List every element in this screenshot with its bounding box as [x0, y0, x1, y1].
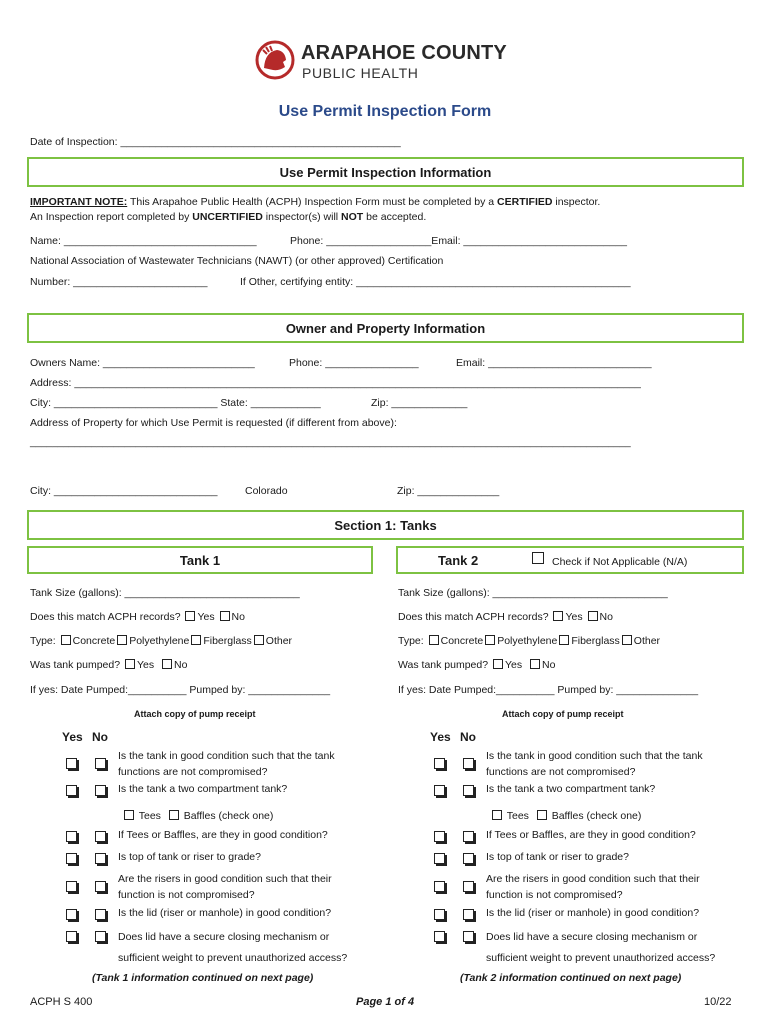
tank-2-title: Tank 2	[438, 553, 479, 568]
inspector-phone-email-field[interactable]: Phone: __________________Email: ____________________________	[290, 235, 627, 247]
revision-date: 10/22	[704, 996, 732, 1008]
polyethylene-label: Polyethylene	[129, 635, 190, 647]
attach-receipt-note: Attach copy of pump receipt	[502, 709, 624, 719]
two-compartment-question	[486, 781, 655, 797]
question-text: Is the tank in good condition such that the tank	[486, 750, 703, 762]
note-text: inspector(s) will	[262, 211, 342, 223]
tank-condition-yes-checkbox[interactable]	[66, 758, 77, 769]
tank-condition-question	[486, 748, 703, 780]
question-text: If Tees or Baffles, are they in good condition?	[118, 829, 328, 841]
lid-secure-yes-checkbox[interactable]	[66, 931, 77, 942]
not-applicable-checkbox[interactable]	[532, 552, 544, 564]
polyethylene-checkbox[interactable]	[117, 635, 127, 645]
question-text: functions are not compromised?	[118, 766, 268, 778]
continued-note: (Tank 1 information continued on next page)	[92, 972, 314, 984]
certification-number-field[interactable]: Number: _______________________	[30, 276, 208, 288]
pumped-yes-checkbox[interactable]	[493, 659, 503, 669]
lid-condition-yes-checkbox[interactable]	[434, 909, 445, 920]
riser-to-grade-no-checkbox[interactable]	[95, 853, 106, 864]
baffles-label: Baffles (check one)	[183, 810, 274, 822]
note-emphasis: UNCERTIFIED	[192, 211, 263, 223]
owner-address-field[interactable]: Address: _________________________________________________________________________________________________	[30, 377, 641, 389]
question-text: Is the tank in good condition such that the tank	[118, 750, 335, 762]
yes-label: Yes	[565, 611, 583, 623]
note-label: IMPORTANT NOTE:	[30, 196, 128, 208]
fiberglass-checkbox[interactable]	[191, 635, 201, 645]
pumped-yes-checkbox[interactable]	[125, 659, 135, 669]
baffles-checkbox[interactable]	[169, 810, 179, 820]
question-text: sufficient weight to prevent unauthorized access?	[486, 952, 716, 964]
riser-to-grade-no-checkbox[interactable]	[463, 853, 474, 864]
tank-1-header	[27, 546, 373, 574]
two-compartment-no-checkbox[interactable]	[463, 785, 474, 796]
owner-email-field[interactable]: Email: ____________________________	[456, 357, 652, 369]
risers-condition-no-checkbox[interactable]	[95, 881, 106, 892]
tees-checkbox[interactable]	[492, 810, 502, 820]
no-label: No	[231, 611, 245, 623]
tees-baffles-condition-question	[486, 827, 696, 843]
other-checkbox[interactable]	[254, 635, 264, 645]
tank-1-title: Tank 1	[179, 553, 221, 568]
other-label: Other	[633, 635, 661, 647]
yes-label: Yes	[137, 659, 155, 671]
question-text: Is the tank a two compartment tank?	[118, 783, 288, 795]
risers-condition-no-checkbox[interactable]	[463, 881, 474, 892]
question-text: Is the lid (riser or manhole) in good condition?	[118, 907, 332, 919]
two-compartment-yes-checkbox[interactable]	[66, 785, 77, 796]
question-text: If Tees or Baffles, are they in good condition?	[486, 829, 696, 841]
no-column-header: No	[92, 730, 108, 744]
pump-date-field[interactable]: If yes: Date Pumped:__________ Pumped by: ______________	[30, 684, 331, 696]
riser-to-grade-question	[486, 849, 629, 865]
question-text: Does lid have a secure closing mechanism or	[118, 931, 330, 943]
pumped-label: Was tank pumped?	[398, 659, 489, 671]
question-text: Are the risers in good condition such that their	[118, 873, 332, 885]
attach-receipt-note: Attach copy of pump receipt	[134, 709, 256, 719]
question-text: functions are not compromised?	[486, 766, 636, 778]
note-text: An Inspection report completed by	[30, 211, 193, 223]
question-text: function is not compromised?	[486, 889, 623, 901]
inspector-name-field[interactable]: Name: _________________________________	[30, 235, 257, 247]
note-text: be accepted.	[363, 211, 427, 223]
question-text: Is the lid (riser or manhole) in good condition?	[486, 907, 700, 919]
property-address-label: Address of Property for which Use Permit is requested (if different from above):	[30, 417, 397, 429]
lid-secure-question	[486, 927, 715, 969]
two-compartment-no-checkbox[interactable]	[95, 785, 106, 796]
lid-condition-no-checkbox[interactable]	[95, 909, 106, 920]
question-text: Is the tank a two compartment tank?	[486, 783, 656, 795]
logo-title: ARAPAHOE COUNTY	[301, 42, 507, 64]
match-no-checkbox[interactable]	[588, 611, 598, 621]
tees-baffles-condition-no-checkbox[interactable]	[463, 831, 474, 842]
yes-label: Yes	[505, 659, 523, 671]
records-match-label: Does this match ACPH records?	[30, 611, 181, 623]
tank-type-row	[30, 635, 292, 647]
owner-phone-field[interactable]: Phone: ________________	[289, 357, 419, 369]
owners-name-field[interactable]: Owners Name: __________________________	[30, 357, 255, 369]
page-title: Use Permit Inspection Form	[278, 103, 492, 120]
property-city-field[interactable]: City: ____________________________	[30, 485, 218, 497]
type-label: Type:	[398, 635, 424, 647]
match-no-checkbox[interactable]	[220, 611, 230, 621]
lid-secure-no-checkbox[interactable]	[95, 931, 106, 942]
no-label: No	[173, 659, 188, 671]
property-address-field[interactable]: ____________________________________________________________________________________________________________	[30, 437, 631, 448]
riser-to-grade-yes-checkbox[interactable]	[66, 853, 77, 864]
fiberglass-label: Fiberglass	[571, 635, 620, 647]
lid-condition-yes-checkbox[interactable]	[66, 909, 77, 920]
lid-condition-question	[118, 905, 331, 921]
records-match-label: Does this match ACPH records?	[398, 611, 549, 623]
section-heading: Section 1: Tanks	[334, 517, 437, 533]
tank-condition-yes-checkbox[interactable]	[434, 758, 445, 769]
baffles-label: Baffles (check one)	[551, 810, 642, 822]
pumped-no-checkbox[interactable]	[530, 659, 540, 669]
section-header-tanks	[27, 510, 744, 540]
pumped-no-checkbox[interactable]	[162, 659, 172, 669]
tees-baffles-condition-question	[118, 827, 328, 843]
owner-zip-field[interactable]: Zip: _____________	[371, 397, 468, 409]
tees-checkbox[interactable]	[124, 810, 134, 820]
tank-2-header	[396, 546, 744, 574]
baffles-checkbox[interactable]	[537, 810, 547, 820]
continued-note: (Tank 2 information continued on next page)	[460, 972, 682, 984]
concrete-label: Concrete	[440, 635, 484, 647]
two-compartment-yes-checkbox[interactable]	[434, 785, 445, 796]
pump-date-field[interactable]: If yes: Date Pumped:__________ Pumped by: ______________	[398, 684, 699, 696]
tank-size-field[interactable]: Tank Size (gallons): ______________________________	[30, 587, 300, 599]
polyethylene-checkbox[interactable]	[485, 635, 495, 645]
match-yes-checkbox[interactable]	[185, 611, 195, 621]
lid-condition-question	[486, 905, 699, 921]
risers-condition-yes-checkbox[interactable]	[434, 881, 445, 892]
yes-column-header: Yes	[430, 730, 451, 744]
property-zip-field[interactable]: Zip: ______________	[397, 485, 500, 497]
not-applicable-label: Check if Not Applicable (N/A)	[552, 556, 688, 568]
risers-condition-question	[118, 871, 332, 903]
certifying-entity-field[interactable]: If Other, certifying entity: _______________________________________________	[240, 276, 631, 288]
seal-icon	[255, 40, 295, 80]
tank-type-row	[398, 635, 660, 647]
question-text: Is top of tank or riser to grade?	[118, 851, 261, 863]
lid-condition-no-checkbox[interactable]	[463, 909, 474, 920]
lid-secure-yes-checkbox[interactable]	[434, 931, 445, 942]
question-text: Does lid have a secure closing mechanism or	[486, 931, 698, 943]
lid-secure-question	[118, 927, 347, 969]
tees-baffles-condition-yes-checkbox[interactable]	[66, 831, 77, 842]
polyethylene-label: Polyethylene	[497, 635, 558, 647]
tank-condition-no-checkbox[interactable]	[95, 758, 106, 769]
logo	[255, 38, 515, 84]
date-of-inspection-field[interactable]: Date of Inspection: ________________________________________________	[30, 136, 401, 148]
page-number: Page 1 of 4	[356, 996, 415, 1008]
two-compartment-question	[118, 781, 287, 797]
form-id: ACPH S 400	[30, 996, 93, 1008]
no-column-header: No	[460, 730, 476, 744]
tank-condition-question	[118, 748, 335, 780]
note-text: This Arapahoe Public Health (ACPH) Inspection Form must be completed by a	[127, 196, 498, 208]
section-heading: Owner and Property Information	[285, 320, 486, 336]
tees-baffles-condition-yes-checkbox[interactable]	[434, 831, 445, 842]
riser-to-grade-question	[118, 849, 261, 865]
section-header-inspection-info	[27, 157, 744, 187]
no-label: No	[541, 659, 556, 671]
yes-column-header: Yes	[62, 730, 83, 744]
section-heading: Use Permit Inspection Information	[279, 164, 492, 180]
tees-label: Tees	[138, 810, 161, 822]
tees-label: Tees	[506, 810, 529, 822]
state-colorado: Colorado	[245, 485, 288, 497]
other-label: Other	[265, 635, 293, 647]
question-text: function is not compromised?	[118, 889, 255, 901]
risers-condition-question	[486, 871, 700, 903]
pumped-row	[30, 659, 187, 671]
question-text: sufficient weight to prevent unauthorized access?	[118, 952, 348, 964]
tank-size-field[interactable]: Tank Size (gallons): ______________________________	[398, 587, 668, 599]
yes-label: Yes	[197, 611, 215, 623]
concrete-checkbox[interactable]	[61, 635, 71, 645]
pumped-label: Was tank pumped?	[30, 659, 121, 671]
tees-baffles-condition-no-checkbox[interactable]	[95, 831, 106, 842]
no-label: No	[599, 611, 613, 623]
note-emphasis: CERTIFIED	[497, 196, 553, 208]
section-header-owner-info	[27, 313, 744, 343]
records-match-row	[30, 611, 245, 623]
tees-baffles-row	[490, 810, 641, 822]
fiberglass-checkbox[interactable]	[559, 635, 569, 645]
nawt-label: National Association of Wastewater Technicians (NAWT) (or other approved) Certification	[30, 255, 444, 267]
lid-secure-no-checkbox[interactable]	[463, 931, 474, 942]
fiberglass-label: Fiberglass	[203, 635, 252, 647]
concrete-label: Concrete	[72, 635, 116, 647]
logo-subtitle: PUBLIC HEALTH	[302, 65, 419, 81]
records-match-row	[398, 611, 613, 623]
tees-baffles-row	[122, 810, 273, 822]
riser-to-grade-yes-checkbox[interactable]	[434, 853, 445, 864]
owner-city-state-field[interactable]: City: ____________________________ State: ____________	[30, 397, 321, 409]
important-note	[30, 196, 600, 208]
type-label: Type:	[30, 635, 56, 647]
match-yes-checkbox[interactable]	[553, 611, 563, 621]
note-text: inspector.	[552, 196, 601, 208]
question-text: Is top of tank or riser to grade?	[486, 851, 629, 863]
note-emphasis: NOT	[341, 211, 364, 223]
question-text: Are the risers in good condition such that their	[486, 873, 700, 885]
concrete-checkbox[interactable]	[429, 635, 439, 645]
pumped-row	[398, 659, 555, 671]
other-checkbox[interactable]	[622, 635, 632, 645]
important-note-line2	[30, 211, 426, 223]
tank-condition-no-checkbox[interactable]	[463, 758, 474, 769]
risers-condition-yes-checkbox[interactable]	[66, 881, 77, 892]
